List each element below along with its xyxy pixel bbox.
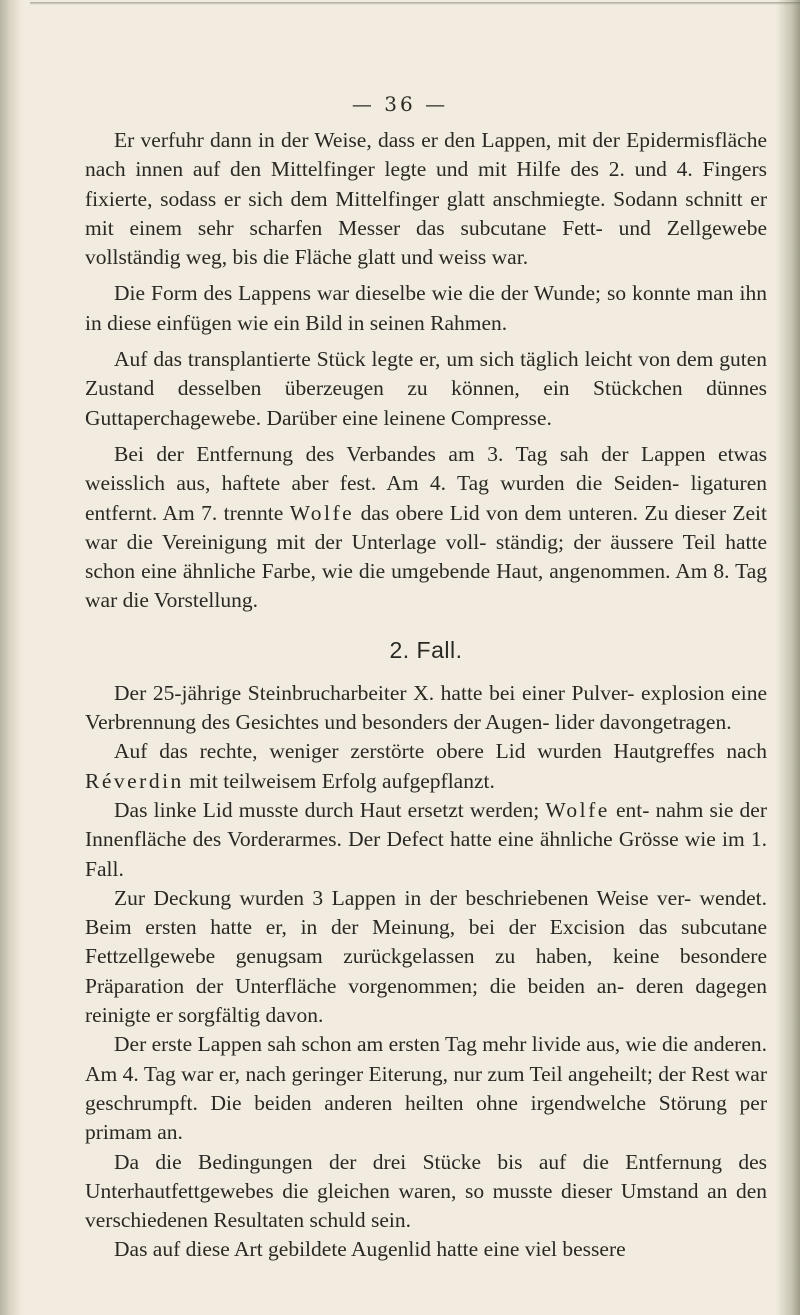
- paragraph-technique: Er verfuhr dann in der Weise, dass er den Lappen, mit der Epidermisfläche nach innen auf den Mittelfinger legte und mit Hilfe des 2. und 4. Fingers fixierte, sodass er sich dem Mittelfinger glatt anschmiegte. Sodann schnitt er mit einem sehr scharfen Messer das subcutane Fett- und Zellgewebe vollständig weg, bis die Fläche glatt und weiss war.: [85, 128, 767, 270]
- author-name-wolfe: Wolfe: [289, 500, 355, 525]
- case-2-body: [85, 679, 767, 1265]
- paragraph-right-lid: [85, 737, 767, 796]
- paragraph-course: [85, 440, 767, 616]
- author-name-wolfe-2: Wolfe: [545, 797, 610, 822]
- top-edge-line: [30, 2, 800, 5]
- paragraph-dressing: Auf das transplantierte Stück legte er, um sich täglich leicht von dem guten Zustand desselben überzeugen zu können, ein Stückchen dünnes Guttaperchagewebe. Darüber eine leinene Compresse.: [85, 347, 767, 430]
- paragraph-healing: Der erste Lappen sah schon am ersten Tag mehr livide aus, wie die anderen. Am 4. Tag war er, nach geringer Eiterung, nur zum Teil angeheilt; der Rest war geschrumpft. Die beiden anderen heilten ohne irgendwelche Störung per primam an.: [85, 1032, 768, 1145]
- binding-shadow: [0, 0, 22, 1315]
- page-number: — 36 —: [351, 92, 449, 116]
- paragraph-flap-form: Die Form des Lappens war dieselbe wie die der Wunde; so konnte man ihn in diese einfügen wie ein Bild in seinen Rahmen.: [85, 281, 767, 335]
- paragraph-right-lid-text-a: Auf das rechte, weniger zerstörte obere Lid wurden Hautgreffes nach: [114, 739, 767, 764]
- body-text: [85, 126, 767, 1265]
- paragraph-right-lid-text-b: mit teilweisem Erfolg aufgepflanzt.: [183, 768, 495, 793]
- author-name-reverdin: Réverdin: [85, 768, 184, 793]
- section-heading: 2. Fall.: [389, 636, 463, 663]
- paragraph-left-lid-text-b: ent- nahm sie der Innenfläche des Vorderarmes. Der Defect hatte eine ähnliche Grösse wie im 1. Fall.: [85, 797, 767, 881]
- paragraph-left-lid-text-a: Das linke Lid musste durch Haut ersetzt werden;: [114, 797, 546, 822]
- paragraph-course-text-b: das obere Lid von dem unteren. Zu dieser Zeit war die Vereinigung mit der Unterlage voll- ständig; der äussere Teil hatte schon eine ähnliche Farbe, wie die umgebende Haut, angenommen. Am 8. Tag war die Vorstellung.: [85, 500, 767, 613]
- paragraph-conclusion: Da die Bedingungen der drei Stücke bis auf die Entfernung des Unterhautfettgewebes die gleichen waren, so musste dieser Umstand an den verschiedenen Resultaten schuld sein.: [85, 1149, 767, 1233]
- paragraph-left-lid: [85, 796, 767, 884]
- paragraph-result: Das auf diese Art gebildete Augenlid hatte eine viel bessere: [114, 1237, 626, 1262]
- paragraph-case-intro: Der 25-jährige Steinbrucharbeiter X. hatte bei einer Pulver- explosion eine Verbrennung des Gesichtes und besonders der Augen- lider davongetragen.: [85, 680, 767, 735]
- paragraph-three-flaps: Zur Deckung wurden 3 Lappen in der beschriebenen Weise ver- wendet. Beim ersten hatte er, in der Meinung, bei der Excision das subcutane Fettzellgewebe genugsam zurückgelassen zu haben, keine besondere Präparation der Unterfläche vorgenommen; die beiden an- deren dagegen reinigte er sorgfältig davon.: [85, 885, 767, 1028]
- page-edge-shadow: [776, 0, 800, 1315]
- paragraph-course-text-a: Bei der Entfernung des Verbandes am 3. Tag sah der Lappen etwas weisslich aus, haftete aber fest. Am 4. Tag wurden die Seiden- ligaturen entfernt. Am 7. trennte: [85, 441, 767, 525]
